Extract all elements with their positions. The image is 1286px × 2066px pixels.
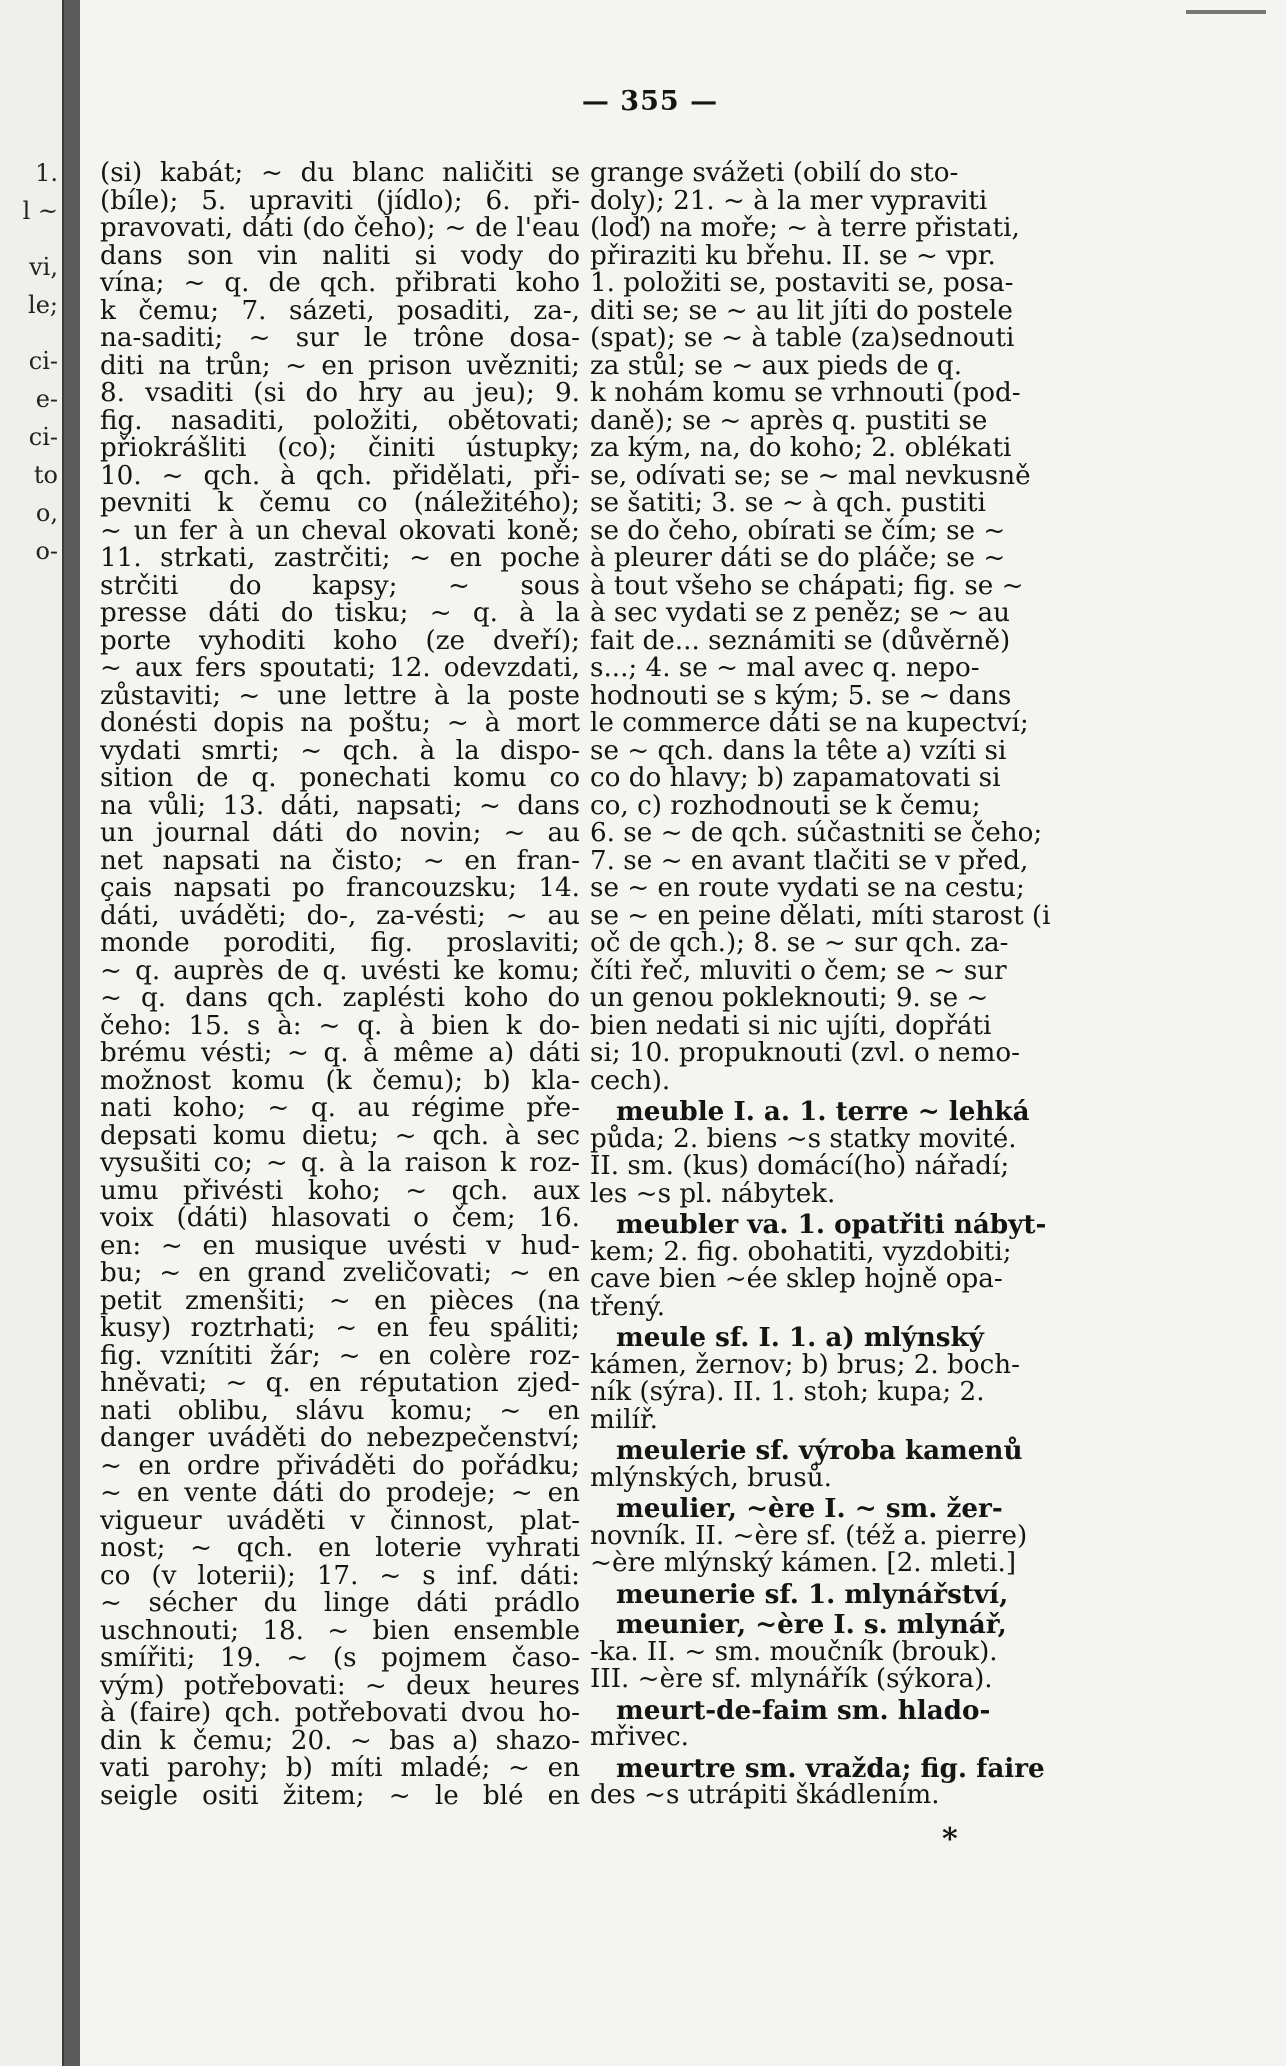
entry-headword-line: meulier, ~ère I. ~ sm. žer- — [616, 1493, 1003, 1524]
text-line: cech). — [590, 1065, 671, 1096]
text-line: čeho: 15. s à: ~ q. à bien k do- — [100, 1010, 580, 1041]
text-line: za stůl; se ~ aux pieds de q. — [590, 350, 963, 381]
text-line: le commerce dáti se na kupectví; — [590, 708, 1029, 738]
text-line: mřivec. — [590, 1722, 690, 1752]
entry-headword-line: meubler va. 1. opatřiti nábyt- — [616, 1209, 1047, 1240]
text-line: fig. nasaditi, položiti, obětovati; — [100, 405, 580, 436]
text-line: daně); se ~ après q. pustiti se — [590, 405, 988, 436]
text-line: 10. ~ qch. à qch. přidělati, při- — [100, 460, 580, 491]
text-line: pravovati, dáti (do čeho); ~ de l'eau — [100, 213, 580, 243]
adjacent-page-fragment: e- — [35, 385, 58, 413]
text-line: možnost komu (k čemu); b) kla- — [100, 1065, 580, 1096]
text-line: oč de qch.); 8. se ~ sur qch. za- — [590, 928, 1009, 958]
text-line: 8. vsaditi (si do hry au jeu); 9. — [100, 378, 580, 408]
adjacent-page-fragment: o- — [35, 537, 58, 565]
text-line: un genou pokleknouti; 9. se ~ — [590, 983, 989, 1013]
text-line: porte vyhoditi koho (ze dveří); — [100, 625, 580, 656]
text-line: à sec vydati se z peněz; se ~ au — [590, 598, 1011, 628]
text-line: se šatiti; 3. se ~ à qch. pustiti — [590, 488, 986, 518]
text-line: net napsati na čisto; ~ en fran- — [100, 845, 580, 876]
entry-headword-line: meurtre sm. vražda; fig. faire — [616, 1752, 1045, 1784]
text-line: à (faire) qch. potřebovati dvou ho- — [100, 1698, 580, 1728]
text-line: nati oblibu, slávu komu; ~ en — [100, 1395, 580, 1426]
text-line: si; 10. propuknouti (zvl. o nemo- — [590, 1038, 1020, 1068]
text-line: pevniti k čemu co (náležitého); — [100, 488, 580, 518]
adjacent-page-fragments — [23, 160, 58, 576]
text-line: třený. — [590, 1291, 666, 1322]
text-line: brému vésti; ~ q. à même a) dáti — [100, 1038, 580, 1068]
text-line: kusy) roztrhati; ~ en feu spáliti; — [100, 1313, 580, 1343]
text-line: 6. se ~ de qch. súčastniti se čeho; — [590, 818, 1043, 848]
text-line: přiraziti ku břehu. II. se ~ vpr. — [590, 240, 996, 271]
adjacent-page-fragment: ci- — [28, 423, 58, 451]
text-line: milíř. — [590, 1404, 658, 1435]
text-line: co (v loterii); 17. ~ s inf. dáti: — [100, 1560, 580, 1591]
adjacent-page-fragment: le; — [28, 291, 58, 319]
adjacent-page-edge — [0, 0, 64, 2066]
text-line: k čemu; 7. sázeti, posaditi, za-, — [100, 295, 580, 326]
text-line: strčiti do kapsy; ~ sous — [100, 570, 580, 601]
text-line: vým) potřebovati: ~ deux heures — [100, 1670, 580, 1701]
entry-headword-line: meulerie sf. výroba kamenů — [616, 1435, 1023, 1466]
right-column — [590, 160, 1160, 1810]
text-line: II. sm. (kus) domácí(ho) nářadí; — [590, 1151, 1010, 1181]
text-line: ~ un fer à un cheval okovati koně; — [100, 515, 580, 546]
dictionary-page — [80, 0, 1286, 2066]
text-line: hodnouti se s kým; 5. se ~ dans — [590, 680, 1012, 711]
text-line: 7. se ~ en avant tlačiti se v před, — [590, 845, 1029, 876]
adjacent-page-fragment: l ~ — [22, 197, 58, 225]
text-line: ~ aux fers spoutati; 12. odevzdati, — [100, 653, 580, 683]
text-line: ~ en ordre přiváděti do pořádku; — [100, 1450, 580, 1481]
text-line: 1. položiti se, postaviti se, posa- — [590, 268, 1014, 298]
entry-headword-line: meurt-de-faim sm. hlado- — [616, 1694, 991, 1726]
text-line: bu; ~ en grand zveličovati; ~ en — [100, 1258, 580, 1288]
text-line: s...; 4. se ~ mal avec q. nepo- — [590, 653, 980, 683]
text-line: les ~s pl. nábytek. — [590, 1178, 836, 1209]
page-number: — 355 — — [581, 86, 719, 117]
text-line: dáti, uváděti; do-, za-vésti; ~ au — [100, 900, 580, 931]
text-line: (spat); se ~ à table (za)sednouti — [590, 323, 1015, 353]
text-line: petit zmenšiti; ~ en pièces (na — [100, 1285, 580, 1316]
text-line: kámen, žernov; b) brus; 2. boch- — [590, 1349, 1020, 1380]
text-line: grange svážeti (obilí do sto- — [590, 158, 959, 188]
adjacent-page-fragment: 1. — [35, 159, 58, 187]
text-line: se, odívati se; se ~ mal nevkusně — [590, 460, 1031, 491]
text-line: depsati komu dietu; ~ qch. à sec — [100, 1120, 580, 1151]
text-line: ~ q. auprès de q. uvésti ke komu; — [100, 955, 580, 986]
text-line: fig. vznítiti žár; ~ en colère roz- — [100, 1340, 580, 1371]
text-line: se do čeho, obírati se čím; se ~ — [590, 515, 1006, 546]
text-line: à pleurer dáti se do pláče; se ~ — [590, 543, 1006, 573]
text-line: -ka. II. ~ sm. moučník (brouk). — [590, 1636, 998, 1667]
text-line: vína; ~ q. de qch. přibrati koho — [100, 268, 580, 298]
text-line: à tout všeho se chápati; fig. se ~ — [590, 570, 1024, 601]
text-line: vydati smrti; ~ qch. à la dispo- — [100, 735, 580, 766]
entry-headword-line: meunier, ~ère I. s. mlynář, — [616, 1609, 1007, 1640]
text-line: çais napsati po francouzsku; 14. — [100, 873, 580, 903]
text-line: k nohám komu se vrhnouti (pod- — [590, 378, 1021, 408]
corner-mark — [1186, 10, 1266, 14]
text-line: dans son vin naliti si vody do — [100, 240, 580, 271]
text-line: diti se; se ~ au lit jíti do postele — [590, 295, 1013, 326]
text-line: se ~ en peine dělati, míti starost (i — [590, 900, 1051, 931]
text-line: danger uváděti do nebezpečenství; — [100, 1423, 580, 1453]
text-line: vigueur uváděti v činnost, plat- — [100, 1505, 580, 1536]
text-line: nati koho; ~ q. au régime pře- — [100, 1093, 580, 1123]
text-line: na-saditi; ~ sur le trône dosa- — [100, 323, 580, 353]
text-line: des ~s utrápiti škádlením. — [590, 1780, 940, 1810]
text-line: doly); 21. ~ à la mer vypraviti — [590, 185, 988, 216]
adjacent-page-fragment: o, — [35, 499, 58, 527]
text-line: (bíle); 5. upraviti (jídlo); 6. při- — [100, 185, 580, 216]
text-line: mlýnských, brusů. — [590, 1462, 832, 1493]
text-line: se ~ qch. dans la tête a) vzíti si — [590, 735, 1007, 766]
text-line: co, c) rozhodnouti se k čemu; — [590, 790, 981, 821]
footer-mark: * — [942, 1822, 958, 1857]
text-line: seigle ositi žitem; ~ le blé en — [100, 1780, 580, 1811]
text-line: vati parohy; b) míti mladé; ~ en — [100, 1753, 580, 1783]
entry-headword-line: meuble I. a. 1. terre ~ lehká — [616, 1096, 1030, 1127]
text-line: donésti dopis na poštu; ~ à mort — [100, 708, 580, 738]
text-line: kem; 2. fig. obohatiti, vyzdobiti; — [590, 1236, 1012, 1267]
text-line: za kým, na, do koho; 2. oblékati — [590, 433, 1012, 463]
text-line: umu přivésti koho; ~ qch. aux — [100, 1175, 580, 1206]
text-line: ~ère mlýnský kámen. [2. mleti.] — [590, 1548, 1017, 1578]
text-line: un journal dáti do novin; ~ au — [100, 818, 580, 848]
text-line: hněvati; ~ q. en réputation zjed- — [100, 1368, 580, 1398]
text-line: číti řeč, mluviti o čem; se ~ sur — [590, 955, 1007, 986]
text-line: diti na trůn; ~ en prison uvězniti; — [100, 350, 580, 381]
text-line: na vůli; 13. dáti, napsati; ~ dans — [100, 790, 580, 821]
text-line: cave bien ~ée sklep hojně opa- — [590, 1264, 1003, 1294]
text-line: zůstaviti; ~ une lettre à la poste — [100, 680, 580, 711]
text-line: uschnouti; 18. ~ bien ensemble — [100, 1615, 580, 1646]
text-line: 11. strkati, zastrčiti; ~ en poche — [100, 543, 580, 573]
adjacent-page-fragment: ci- — [28, 347, 58, 375]
text-line: ~ q. dans qch. zaplésti koho do — [100, 983, 580, 1013]
entry-headword-line: meule sf. I. 1. a) mlýnský — [616, 1322, 984, 1353]
text-line: (si) kabát; ~ du blanc naličiti se — [100, 158, 580, 188]
text-line: nost; ~ qch. en loterie vyhrati — [100, 1533, 580, 1563]
text-line: ník (sýra). II. 1. stoh; kupa; 2. — [590, 1377, 985, 1407]
text-line: bien nedati si nic ujíti, dopřáti — [590, 1010, 992, 1041]
text-line: smířiti; 19. ~ (s pojmem časo- — [100, 1643, 580, 1673]
text-line: voix (dáti) hlasovati o čem; 16. — [100, 1203, 580, 1233]
text-line: co do hlavy; b) zapamatovati si — [590, 763, 1001, 793]
text-line: vysušiti co; ~ q. à la raison k roz- — [100, 1148, 580, 1178]
text-line: přiokrášliti (co); činiti ústupky; — [100, 433, 580, 463]
text-line: půda; 2. biens ~s statky movité. — [590, 1123, 1017, 1154]
text-line: monde poroditi, fig. proslaviti; — [100, 928, 580, 958]
adjacent-page-fragment: vi, — [29, 253, 58, 281]
text-line: sition de q. ponechati komu co — [100, 763, 580, 793]
adjacent-page-fragment: to — [33, 461, 58, 489]
text-line: se ~ en route vydati se na cestu; — [590, 873, 1025, 903]
text-line: III. ~ère sf. mlynářík (sýkora). — [590, 1664, 993, 1694]
entry-headword-line: meunerie sf. 1. mlynářství, — [616, 1578, 1009, 1610]
text-line: din k čemu; 20. ~ bas a) shazo- — [100, 1725, 580, 1756]
text-line: en: ~ en musique uvésti v hud- — [100, 1230, 580, 1261]
text-line: ~ en vente dáti do prodeje; ~ en — [100, 1478, 580, 1508]
text-line: presse dáti do tisku; ~ q. à la — [100, 598, 580, 628]
text-line: fait de... seznámiti se (důvěrně) — [590, 625, 1011, 656]
text-line: (loď) na moře; ~ à terre přistati, — [590, 213, 1020, 243]
text-line: novník. II. ~ère sf. (též a. pierre) — [590, 1520, 1028, 1551]
text-line: ~ sécher du linge dáti prádlo — [100, 1588, 580, 1618]
left-column — [100, 160, 580, 1810]
